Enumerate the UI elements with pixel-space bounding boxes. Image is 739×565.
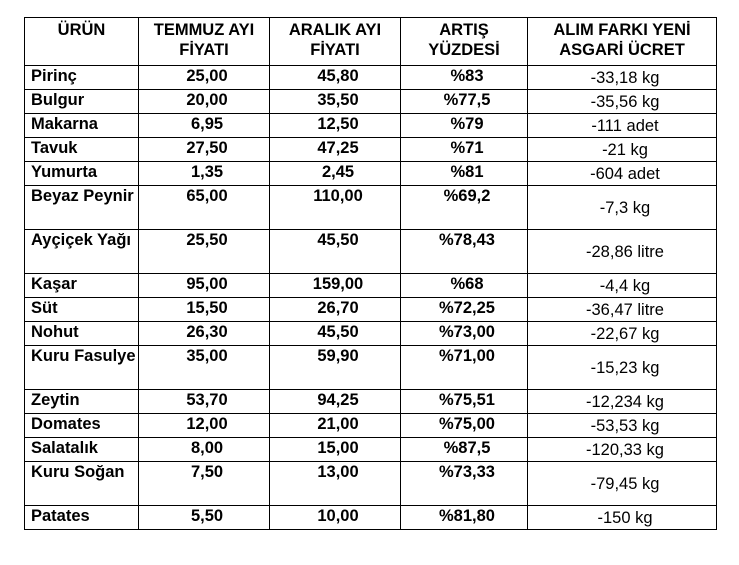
product-cell: Pirinç xyxy=(25,66,139,90)
july-price-cell: 25,00 xyxy=(139,66,270,90)
header-product: ÜRÜN xyxy=(25,18,139,66)
difference-cell: -15,23 kg xyxy=(528,346,717,390)
december-price-cell: 13,00 xyxy=(270,462,401,506)
product-cell: Patates xyxy=(25,506,139,530)
table-row xyxy=(25,322,717,346)
july-price-cell: 6,95 xyxy=(139,114,270,138)
difference-cell: -111 adet xyxy=(528,114,717,138)
december-price-cell: 47,25 xyxy=(270,138,401,162)
product-cell: Salatalık xyxy=(25,438,139,462)
product-cell: Tavuk xyxy=(25,138,139,162)
december-price-cell: 159,00 xyxy=(270,274,401,298)
increase-cell: %75,51 xyxy=(401,390,528,414)
table-row xyxy=(25,274,717,298)
product-cell: Zeytin xyxy=(25,390,139,414)
header-purchase-difference: ALIM FARKI YENİ ASGARİ ÜCRET xyxy=(528,18,717,66)
increase-cell: %69,2 xyxy=(401,186,528,230)
table-row xyxy=(25,230,717,274)
product-cell: Ayçiçek Yağı xyxy=(25,230,139,274)
july-price-cell: 1,35 xyxy=(139,162,270,186)
increase-cell: %71 xyxy=(401,138,528,162)
header-row xyxy=(25,18,717,66)
table-row xyxy=(25,186,717,230)
increase-cell: %81,80 xyxy=(401,506,528,530)
price-table xyxy=(24,17,717,530)
table-row xyxy=(25,414,717,438)
increase-cell: %73,33 xyxy=(401,462,528,506)
december-price-cell: 26,70 xyxy=(270,298,401,322)
difference-cell: -22,67 kg xyxy=(528,322,717,346)
july-price-cell: 8,00 xyxy=(139,438,270,462)
december-price-cell: 110,00 xyxy=(270,186,401,230)
product-cell: Domates xyxy=(25,414,139,438)
july-price-cell: 35,00 xyxy=(139,346,270,390)
december-price-cell: 10,00 xyxy=(270,506,401,530)
difference-cell: -79,45 kg xyxy=(528,462,717,506)
table-row xyxy=(25,506,717,530)
product-cell: Kaşar xyxy=(25,274,139,298)
product-cell: Makarna xyxy=(25,114,139,138)
increase-cell: %79 xyxy=(401,114,528,138)
difference-cell: -53,53 kg xyxy=(528,414,717,438)
december-price-cell: 45,50 xyxy=(270,322,401,346)
difference-cell: -150 kg xyxy=(528,506,717,530)
table-row xyxy=(25,66,717,90)
difference-cell: -120,33 kg xyxy=(528,438,717,462)
product-cell: Bulgur xyxy=(25,90,139,114)
difference-cell: -4,4 kg xyxy=(528,274,717,298)
table-row xyxy=(25,462,717,506)
july-price-cell: 25,50 xyxy=(139,230,270,274)
table-row xyxy=(25,346,717,390)
december-price-cell: 45,80 xyxy=(270,66,401,90)
difference-cell: -35,56 kg xyxy=(528,90,717,114)
header-july-price: TEMMUZ AYI FİYATI xyxy=(139,18,270,66)
table-row xyxy=(25,90,717,114)
table-row xyxy=(25,298,717,322)
product-cell: Süt xyxy=(25,298,139,322)
header-increase-percent: ARTIŞ YÜZDESİ xyxy=(401,18,528,66)
increase-cell: %87,5 xyxy=(401,438,528,462)
header-december-price: ARALIK AYI FİYATI xyxy=(270,18,401,66)
product-cell: Yumurta xyxy=(25,162,139,186)
table-row xyxy=(25,114,717,138)
july-price-cell: 5,50 xyxy=(139,506,270,530)
july-price-cell: 20,00 xyxy=(139,90,270,114)
product-cell: Nohut xyxy=(25,322,139,346)
product-cell: Kuru Fasulye xyxy=(25,346,139,390)
july-price-cell: 7,50 xyxy=(139,462,270,506)
difference-cell: -36,47 litre xyxy=(528,298,717,322)
difference-cell: -12,234 kg xyxy=(528,390,717,414)
difference-cell: -604 adet xyxy=(528,162,717,186)
july-price-cell: 26,30 xyxy=(139,322,270,346)
july-price-cell: 65,00 xyxy=(139,186,270,230)
increase-cell: %68 xyxy=(401,274,528,298)
increase-cell: %83 xyxy=(401,66,528,90)
december-price-cell: 45,50 xyxy=(270,230,401,274)
july-price-cell: 95,00 xyxy=(139,274,270,298)
product-cell: Beyaz Peynir xyxy=(25,186,139,230)
december-price-cell: 2,45 xyxy=(270,162,401,186)
july-price-cell: 27,50 xyxy=(139,138,270,162)
december-price-cell: 12,50 xyxy=(270,114,401,138)
july-price-cell: 53,70 xyxy=(139,390,270,414)
december-price-cell: 15,00 xyxy=(270,438,401,462)
december-price-cell: 59,90 xyxy=(270,346,401,390)
table-row xyxy=(25,138,717,162)
table-row xyxy=(25,438,717,462)
increase-cell: %78,43 xyxy=(401,230,528,274)
increase-cell: %81 xyxy=(401,162,528,186)
increase-cell: %77,5 xyxy=(401,90,528,114)
july-price-cell: 15,50 xyxy=(139,298,270,322)
december-price-cell: 35,50 xyxy=(270,90,401,114)
difference-cell: -7,3 kg xyxy=(528,186,717,230)
december-price-cell: 94,25 xyxy=(270,390,401,414)
difference-cell: -33,18 kg xyxy=(528,66,717,90)
table-row xyxy=(25,390,717,414)
december-price-cell: 21,00 xyxy=(270,414,401,438)
increase-cell: %71,00 xyxy=(401,346,528,390)
table-row xyxy=(25,162,717,186)
july-price-cell: 12,00 xyxy=(139,414,270,438)
increase-cell: %73,00 xyxy=(401,322,528,346)
increase-cell: %72,25 xyxy=(401,298,528,322)
increase-cell: %75,00 xyxy=(401,414,528,438)
difference-cell: -21 kg xyxy=(528,138,717,162)
difference-cell: -28,86 litre xyxy=(528,230,717,274)
product-cell: Kuru Soğan xyxy=(25,462,139,506)
